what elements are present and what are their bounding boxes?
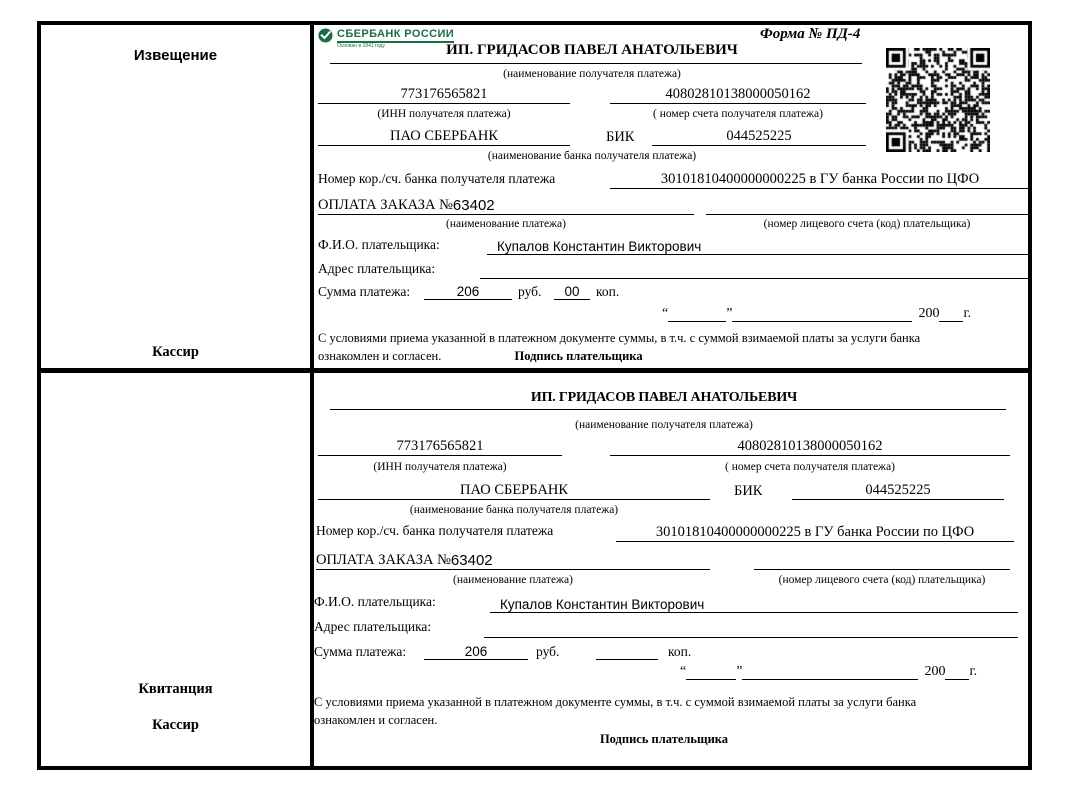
bank-name-value-2: ПАО СБЕРБАНК (318, 479, 710, 500)
order-number-2: 63402 (450, 552, 493, 569)
date-line (662, 306, 971, 322)
bank-caption: (наименование банка получателя платежа) (487, 150, 697, 162)
notice-right-column (314, 25, 1028, 368)
address-value-2 (484, 615, 1018, 638)
korr-value: 30101810400000000225 в ГУ банка России по ЦФО (610, 167, 1030, 189)
receipt-right-column (314, 373, 1028, 766)
recipient-name-line-2 (330, 409, 1006, 410)
inn-value-2: 773176565821 (318, 436, 562, 456)
notice-label: Извещение (133, 47, 218, 64)
korr-label: Номер кор./сч. банка получателя платежа (318, 171, 556, 186)
signature-label: Подпись плательщика (514, 349, 643, 363)
year-suffix: г. (963, 306, 972, 321)
open-quote-2: “ (680, 664, 687, 679)
date-line-2 (680, 664, 977, 680)
notice-left-column (41, 25, 314, 368)
cashier-label-2: Кассир (152, 717, 199, 733)
recipient-caption-2: (наименование получателя платежа) (575, 419, 753, 431)
sberbank-logo-icon (318, 28, 333, 43)
account-caption: ( номер счета получателя платежа) (653, 108, 823, 120)
recipient-caption: (наименование получателя платежа) (503, 68, 681, 80)
fio-label: Ф.И.О. плательщика: (318, 237, 440, 252)
bank-caption-2: (наименование банка получателя платежа) (409, 504, 619, 516)
year-suffix-2: г. (969, 664, 978, 679)
cashier-label: Кассир (152, 344, 199, 360)
agreement-line1: С условиями приема указанной в платежном документе суммы, в т.ч. с суммой взимаемой платы за услуги банка (318, 331, 921, 345)
recipient-name-2: ИП. ГРИДАСОВ ПАВЕЛ АНАТОЛЬЕВИЧ (530, 390, 798, 405)
year-blank-2 (945, 664, 969, 680)
address-label: Адрес плательщика: (318, 261, 436, 276)
fio-label-2: Ф.И.О. плательщика: (314, 594, 436, 609)
sum-kop-value-2 (596, 641, 658, 660)
qr-code (886, 48, 990, 152)
account-caption-2: ( номер счета получателя платежа) (725, 461, 895, 473)
sberbank-logo-subtext: Основан в 1841 году (337, 43, 385, 49)
agreement-line1-2: С условиями приема указанной в платежном документе суммы, в т.ч. с суммой взимаемой платы за услуги банка (314, 695, 917, 709)
year-label: 200 (918, 306, 940, 321)
payment-name-field (318, 193, 694, 215)
receipt-left-column (41, 373, 314, 766)
form-number-label: Форма № ПД-4 (760, 26, 861, 42)
address-label-2: Адрес плательщика: (314, 619, 432, 634)
bik-label: БИК (606, 129, 635, 145)
personal-account-blank (706, 214, 1030, 215)
payment-form-pd4 (37, 21, 1032, 770)
fio-value: Купалов Константин Викторович (487, 233, 1028, 255)
date-day-blank-2 (686, 664, 736, 680)
sum-rub-value: 206 (424, 281, 512, 300)
kop-label: коп. (596, 284, 620, 299)
address-value (480, 257, 1028, 279)
payment-caption: (наименование платежа) (446, 218, 566, 230)
korr-value-2: 30101810400000000225 в ГУ банка России по ЦФО (616, 519, 1014, 542)
receipt-label: Квитанция (138, 681, 213, 697)
bank-name-value: ПАО СБЕРБАНК (318, 125, 570, 146)
rub-label: руб. (518, 284, 542, 299)
payment-prefix-2: ОПЛАТА ЗАКАЗА № (316, 552, 451, 568)
date-month-blank-2 (742, 664, 918, 680)
bik-value-2: 044525225 (792, 479, 1004, 500)
payment-name-field-2 (316, 548, 710, 570)
sberbank-logo-text: СБЕРБАНК РОССИИ (337, 28, 454, 43)
account-value-2: 40802810138000050162 (610, 436, 1010, 456)
year-blank (939, 306, 963, 322)
sum-label: Сумма платежа: (318, 284, 411, 299)
bik-value: 044525225 (652, 125, 866, 146)
rub-label-2: руб. (536, 644, 560, 659)
korr-label-2: Номер кор./сч. банка получателя платежа (316, 523, 554, 538)
open-quote: “ (662, 306, 669, 321)
inn-value: 773176565821 (318, 84, 570, 104)
agreement-text-2 (314, 693, 1004, 729)
recipient-name: ИП. ГРИДАСОВ ПАВЕЛ АНАТОЛЬЕВИЧ (446, 42, 738, 58)
close-quote-2: ” (736, 664, 743, 679)
year-label-2: 200 (924, 664, 946, 679)
agreement-text (318, 329, 990, 365)
personal-caption-2: (номер лицевого счета (код) плательщика) (778, 574, 986, 586)
close-quote: ” (726, 306, 733, 321)
account-value: 40802810138000050162 (610, 84, 866, 104)
payment-prefix: ОПЛАТА ЗАКАЗА № (318, 197, 453, 213)
inn-caption: (ИНН получателя платежа) (377, 108, 511, 120)
payment-caption-2: (наименование платежа) (453, 574, 573, 586)
agreement-line2-2: ознакомлен и согласен. (314, 713, 438, 727)
fio-value-2: Купалов Константин Викторович (490, 590, 1018, 613)
inn-caption-2: (ИНН получателя платежа) (373, 461, 507, 473)
notice-section (41, 25, 1028, 373)
personal-account-blank-2 (754, 569, 1010, 570)
receipt-section (41, 373, 1028, 766)
order-number: 63402 (452, 197, 495, 214)
date-day-blank (668, 306, 726, 322)
agreement-line2: ознакомлен и согласен. (318, 349, 442, 363)
recipient-name-line (330, 63, 862, 64)
bik-label-2: БИК (734, 483, 763, 499)
sum-label-2: Сумма платежа: (314, 644, 407, 659)
date-month-blank (732, 306, 912, 322)
personal-caption: (номер лицевого счета (код) плательщика) (763, 218, 971, 230)
kop-label-2: коп. (668, 644, 692, 659)
sum-kop-value: 00 (554, 281, 590, 300)
signature-label-2: Подпись плательщика (599, 732, 729, 746)
sum-rub-value-2: 206 (424, 641, 528, 660)
